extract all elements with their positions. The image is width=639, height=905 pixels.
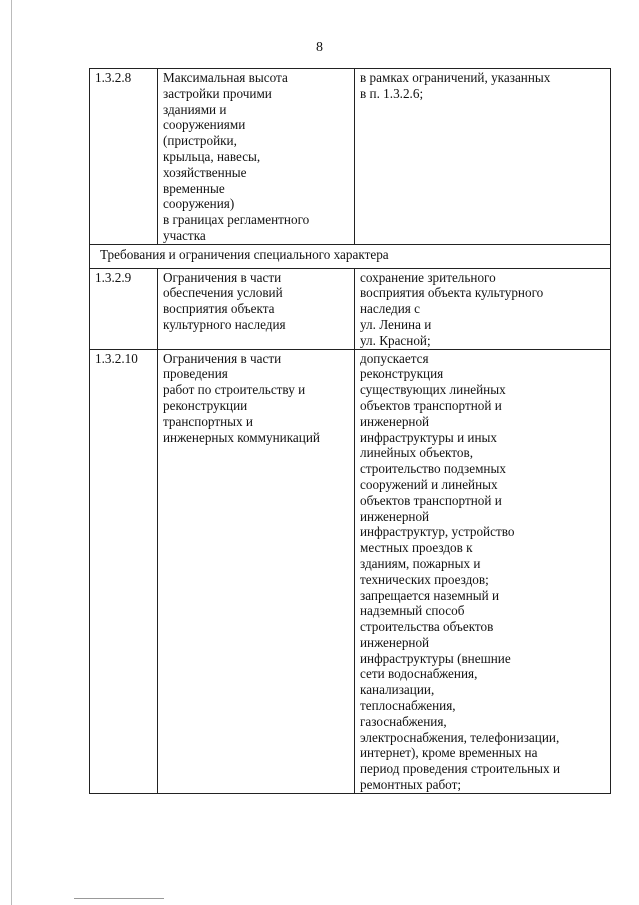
section-heading: Требования и ограничения специального характера: [90, 244, 611, 268]
requirement-value: в рамках ограничений, указанных в п. 1.3.2.6;: [355, 69, 611, 245]
footnote-separator: [74, 898, 164, 899]
requirement-value: допускается реконструкция существующих линейных объектов транспортной и инженерной инфраструктуры и иных линейных объектов, строительство подземных сооружений и линейных объектов транспортной и инженерной инфраструктур, устройство местных проездов к зданиям, пожарных и технических проездов; запрещается наземный и надземный способ строительства объектов инженерной инфраструктуры (внешние сети водоснабжения, канализации, теплоснабжения, газоснабжения, электроснабжения, телефонизации, интернет), кроме временных на период проведения строительных и ремонтных работ;: [355, 349, 611, 793]
row-number: 1.3.2.8: [90, 69, 158, 245]
table-row-1-3-2-8: [90, 69, 611, 245]
row-number: 1.3.2.10: [90, 349, 158, 793]
scan-edge-line: [11, 0, 12, 905]
requirement-name: Ограничения в части проведения работ по строительству и реконструкции транспортных и инженерных коммуникаций: [158, 349, 355, 793]
table-row-1-3-2-9: [90, 268, 611, 349]
requirement-name: Максимальная высота застройки прочими зданиями и сооружениями (пристройки, крыльца, навесы, хозяйственные временные сооружения) в границах регламентного участка: [158, 69, 355, 245]
section-heading-row: [90, 244, 611, 268]
table-row-1-3-2-10: [90, 349, 611, 793]
requirement-value: сохранение зрительного восприятия объекта культурного наследия с ул. Ленина и ул. Красной;: [355, 268, 611, 349]
regulations-table: [89, 68, 611, 794]
requirement-name: Ограничения в части обеспечения условий восприятия объекта культурного наследия: [158, 268, 355, 349]
row-number: 1.3.2.9: [90, 268, 158, 349]
page-number: 8: [316, 40, 323, 55]
